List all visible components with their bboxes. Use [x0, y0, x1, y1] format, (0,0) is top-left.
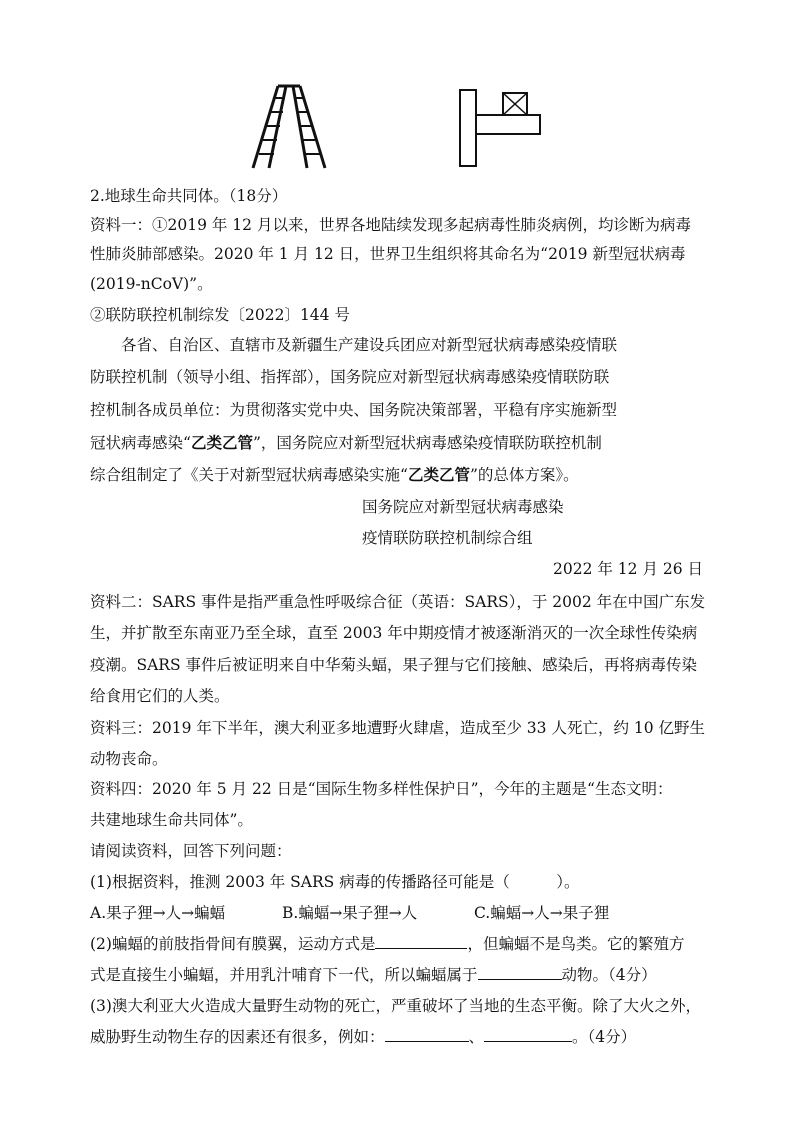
text: ，但蝙蝠不是鸟类。它的繁殖方: [467, 935, 685, 953]
signature-line2: 疫情联防联控机制综合组: [362, 529, 533, 547]
material4-line1: 资料四：2020 年 5 月 22 日是“国际生物多样性保护日”，今年的主题是“生态文明：: [90, 780, 673, 798]
material1-line3: (2019-nCoV)”。: [90, 275, 213, 293]
answer-blank[interactable]: [484, 1027, 572, 1042]
material3-line2: 动物丧命。: [90, 750, 168, 768]
notice-paragraph-line1: 各省、自治区、直辖市及新疆生产建设兵团应对新型冠状病毒感染疫情联: [121, 336, 618, 354]
answer-blank[interactable]: [478, 965, 562, 980]
notice-paragraph-line4: [90, 433, 602, 453]
q3-line2: [90, 1027, 636, 1047]
text: ”的总体方案》。: [469, 466, 579, 484]
text: 动物。（4分）: [561, 966, 657, 984]
material2-line4: 给食用它们的人类。: [90, 687, 230, 705]
material1-line2: 性肺炎肺部感染。2020 年 1 月 12 日，世界卫生组织将其命名为“2019 新型冠状病毒: [90, 245, 686, 263]
text: 综合组制定了《关于对新型冠状病毒感染实施“: [90, 466, 408, 484]
material2-line1: 资料二：SARS 事件是指严重急性呼吸综合征（英语：SARS），于 2002 年在中国广东发: [90, 593, 706, 611]
answer-blank[interactable]: [375, 934, 467, 949]
text: 威胁野生动物生存的因素还有很多，例如：: [90, 1028, 385, 1046]
instruction: 请阅读资料，回答下列问题：: [90, 842, 292, 860]
ladder-figure: [245, 82, 330, 172]
q1-option-c: C.蝙蝠→人→果子狸: [474, 904, 610, 922]
material2-line3: 疫潮。SARS 事件后被证明来自中华菊头蝠，果子狸与它们接触、感染后，再将病毒传染: [90, 656, 698, 674]
text: 。（4分）: [572, 1028, 637, 1046]
q3-line1: (3)澳大利亚大火造成大量野生动物的死亡，严重破坏了当地的生态平衡。除了大火之外，: [90, 997, 701, 1015]
text: ”，国务院应对新型冠状病毒感染疫情联防联控机制: [252, 434, 602, 452]
answer-blank[interactable]: [385, 1027, 469, 1042]
q1-option-b: B.蝙蝠→果子狸→人: [282, 904, 418, 922]
material3-line1: 资料三：2019 年下半年，澳大利亚多地遭野火肆虐，造成至少 33 人死亡，约 10 亿野生: [90, 719, 706, 737]
document-date: 2022 年 12 月 26 日: [553, 560, 704, 578]
material4-line2: 共建地球生命共同体”。: [90, 811, 253, 829]
q1-option-a: A.果子狸→人→蝙蝠: [90, 904, 226, 922]
q1-stem: (1)根据资料，推测 2003 年 SARS 病毒的传播路径可能是（ ）。: [90, 873, 580, 891]
wall-block-figure: [455, 86, 545, 171]
notice-paragraph-line2: 防联控机制（领导小组、指挥部），国务院应对新型冠状病毒感染疫情联防联: [90, 368, 610, 386]
notice-paragraph-line3: 控机制各成员单位：为贯彻落实党中央、国务院决策部署，平稳有序实施新型: [90, 401, 618, 419]
document-number: ②联防联控机制综发〔2022〕144 号: [90, 306, 350, 324]
q2-line1: [90, 934, 684, 954]
q2-line2: [90, 965, 657, 985]
bold-text: 乙类乙管: [190, 433, 253, 452]
text: 式是直接生小蝙蝠，并用乳汁哺育下一代，所以蝙蝠属于: [90, 966, 478, 984]
signature-line1: 国务院应对新型冠状病毒感染: [362, 498, 564, 516]
text: 冠状病毒感染“: [90, 434, 191, 452]
text: 、: [468, 1028, 485, 1046]
bold-text: 乙类乙管: [407, 465, 470, 484]
notice-paragraph-line5: [90, 465, 579, 485]
text: (2)蝙蝠的前肢指骨间有膜翼，运动方式是: [90, 935, 376, 953]
material1-line1: 资料一：①2019 年 12 月以来，世界各地陆续发现多起病毒性肺炎病例，均诊断为病毒: [90, 216, 691, 234]
material2-line2: 生，并扩散至东南亚乃至全球，直至 2003 年中期疫情才被逐渐消灭的一次全球性传染病: [90, 624, 698, 642]
question-title: 2.地球生命共同体。（18分）: [90, 187, 288, 205]
question-figures: [0, 82, 794, 174]
